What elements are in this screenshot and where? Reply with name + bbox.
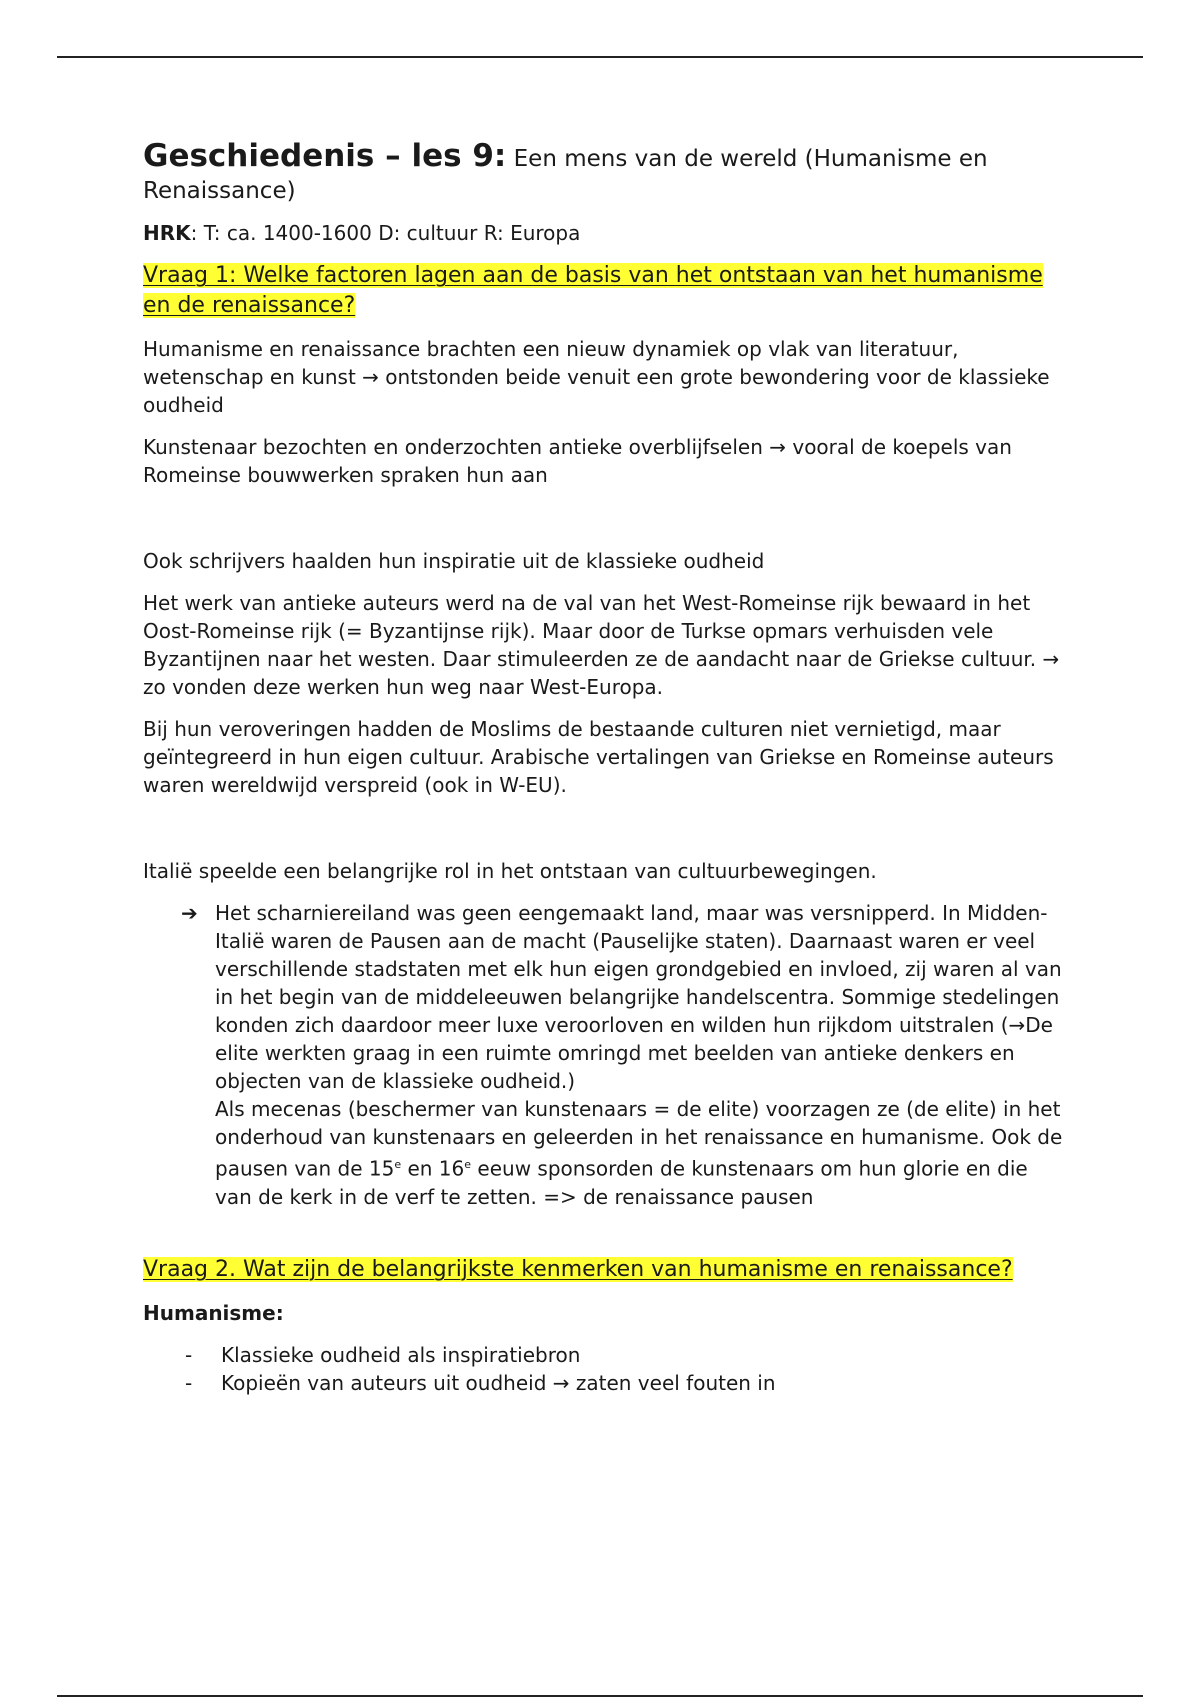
superscript-e: e: [394, 1158, 402, 1171]
title-rest: Een mens van de wereld (Humanisme en Renaissance): [143, 146, 988, 204]
humanisme-heading: Humanisme:: [143, 1300, 284, 1325]
arrow-item-text-2c: eeuw sponsorden de kunstenaars om hun glorie en die van de kerk in de verf te zetten. => de renaissance pausen: [215, 1156, 1028, 1209]
arrow-item-text-2a: Als mecenas (beschermer van kunstenaars = de elite) voorzagen ze (de elite) in het onderhoud van kunstenaars en geleerden in het renaissance en humanisme. Ook de pausen van de 15: [215, 1097, 1063, 1181]
title-bold: Geschiedenis – les 9:: [143, 138, 507, 174]
superscript-e: e: [464, 1158, 472, 1171]
paragraph: Ook schrijvers haalden hun inspiratie uit de klassieke oudheid: [143, 549, 765, 573]
document-body: [143, 140, 1063, 1397]
arrow-list-item: [181, 899, 1063, 1211]
list-item-text: Kopieën van auteurs uit oudheid → zaten veel fouten in: [221, 1370, 776, 1395]
question-2-text: Vraag 2. Wat zijn de belangrijkste kenmerken van humanisme en renaissance?: [143, 1256, 1013, 1282]
question-1-text: Vraag 1: Welke factoren lagen aan de basis van het ontstaan van het humanisme en de renaissance?: [143, 263, 1043, 318]
list-item: [143, 1341, 1063, 1369]
top-rule: [57, 56, 1143, 58]
arrow-bullet-icon: ➔: [181, 901, 198, 925]
question-2: [143, 1255, 1063, 1285]
arrow-item-text-2: [215, 1095, 1063, 1211]
page-title: [143, 140, 1063, 207]
arrow-item-text-2b: en 16: [401, 1156, 465, 1181]
bottom-rule: [57, 1695, 1143, 1697]
paragraph: Bij hun veroveringen hadden de Moslims de bestaande culturen niet vernietigd, maar geïntegreerd in hun eigen cultuur. Arabische vertalingen van Griekse en Romeinse auteurs waren wereldwijd verspreid (ook in W-EU).: [143, 717, 1054, 797]
question-1: [143, 261, 1063, 321]
dash-bullet: -: [185, 1342, 193, 1367]
list-item: [143, 1369, 1063, 1397]
arrow-item-text-1: Het scharniereiland was geen eengemaakt land, maar was versnipperd. In Midden-Italië waren de Pausen aan de macht (Pauselijke staten). Daarnaast waren er veel verschillende stadstaten met elk hun eigen grondgebied en invloed, zij waren al van in het begin van de middeleeuwen belangrijke handelscentra. Sommige stedelingen konden zich daardoor meer luxe veroorloven en wilden hun rijkdom uitstralen (→De elite werkten graag in een ruimte omringd met beelden van antieke denkers en objecten van de klassieke oudheid.): [215, 901, 1062, 1093]
dash-bullet: -: [185, 1370, 193, 1395]
hrk-text: : T: ca. 1400-1600 D: cultuur R: Europa: [190, 221, 581, 245]
humanisme-list: [143, 1341, 1063, 1397]
arrow-item-body: [215, 899, 1063, 1211]
paragraph: Het werk van antieke auteurs werd na de val van het West-Romeinse rijk bewaard in het Oost-Romeinse rijk (= Byzantijnse rijk). Maar door de Turkse opmars verhuisden vele Byzantijnen naar het westen. Daar stimuleerden ze de aandacht naar de Griekse cultuur. → zo vonden deze werken hun weg naar West-Europa.: [143, 591, 1060, 699]
hrk-line: [143, 219, 1063, 247]
paragraph: Italië speelde een belangrijke rol in het ontstaan van cultuurbewegingen.: [143, 859, 877, 883]
paragraph: Humanisme en renaissance brachten een nieuw dynamiek op vlak van literatuur, wetenschap en kunst → ontstonden beide venuit een grote bewondering voor de klassieke oudheid: [143, 337, 1050, 417]
paragraph: Kunstenaar bezochten en onderzochten antieke overblijfselen → vooral de koepels van Romeinse bouwwerken spraken hun aan: [143, 435, 1012, 487]
list-item-text: Klassieke oudheid als inspiratiebron: [221, 1342, 581, 1367]
hrk-label: HRK: [143, 221, 191, 245]
